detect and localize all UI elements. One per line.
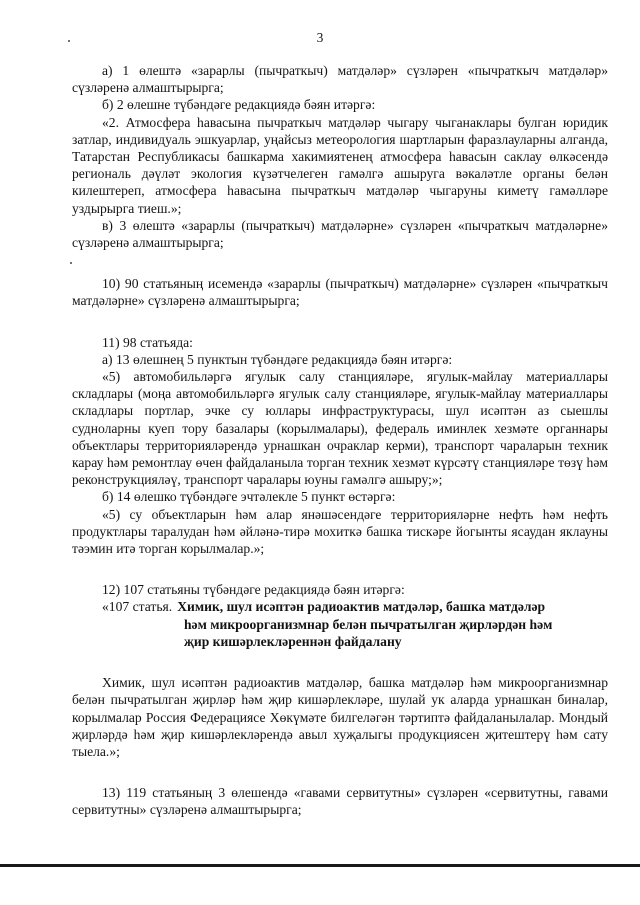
article-number: «107 статья. [102, 599, 173, 615]
paragraph-10: «5) су объектларын һәм алар янәшәсендәге территорияләрне нефть һәм нефть продуктлары таралудан һәм әйләнә-тирә мохиткә башка тискәре йогынты ясаудан яклауны тәэмин итә торган корылмалар.»; [72, 506, 608, 557]
paragraph-1: а) 1 өлештә «зарарлы (пычраткыч) матдәләр» сүзләрен «пычраткыч матдәләр» сүзләренә алмаштырырга; [72, 63, 608, 96]
scan-speck [68, 40, 70, 42]
page-number: 3 [316, 30, 324, 45]
paragraph-7: а) 13 өлешнең 5 пунктын түбәндәге редакциядә бәян итәргә: [102, 351, 453, 367]
article-title-line-3: җир кишәрлекләреннән файдалану [184, 633, 402, 649]
article-heading [72, 598, 608, 615]
paragraph-2: б) 2 өлешне түбәндәге редакциядә бәян итәргә: [102, 97, 376, 113]
paragraph-6: 11) 98 статьяда: [102, 334, 193, 350]
paragraph-3: «2. Атмосфера һавасына пычраткыч матдәләр чыгару чыганаклары булган юридик затлар, индивидуаль эшкуарлар, уңайсыз метеорология шартларын фаразлауларны алганда, Татарстан Республикасы башкарма хакимиятенең атмосфера һавасын саклау өлкәсендә региональ дәүләт экология күзәтчелеген гамәлгә ашыруга вәкаләтле органы белән килештереп, атмосфера һавасына пычраткыч матдәләр чыгаруны киметү гамәлләре уздырырга тиеш.»; [72, 114, 608, 216]
scan-speck [70, 262, 72, 264]
article-title-line-2: һәм микроорганизмнар белән пычратылган җирләрдән һәм [184, 616, 553, 632]
paragraph-13: Химик, шул исәптән радиоактив матдәләр, башка матдәләр һәм микроорганизмнар белән пычратылган җирләр һәм җир кишәрлекләре, шулай ук аларда урнашкан биналар, корылмалар Россия Федерациясе Хөкүмәте билгеләгән тәртиптә файдаланылалар. Мондый җирләрдә һәм җир кишәрлекләрендә авыл хуҗалыгы продукциясен җитештерү һәм сату тыела.»; [72, 675, 608, 759]
paragraph-11: 12) 107 статьяны түбәндәге редакциядә бәян итәргә: [102, 582, 405, 598]
scan-edge-line [0, 864, 640, 867]
paragraph-4: в) 3 өлештә «зарарлы (пычраткыч) матдәләрне» сүзләрен «пычраткыч матдәләрне» сүзләренә алмаштырырга; [72, 217, 608, 251]
paragraph-14: 13) 119 статьяның 3 өлешендә «гавами сервитутны» сүзләрен «сервитутны, гавами сервитутны» сүзләренә алмаштырырга; [72, 785, 608, 818]
paragraph-8: «5) автомобильләргә ягулык салу станцияләре, ягулык-майлау материаллары складлары (моңа автомобильләргә ягулык салу станцияләре, ягулык-майлау материаллары складлары портлар, эчке су юллары инфраструктурасы, шул исәптән аз сыешлы судноларны куеп тору базалары (корылмалары), федераль иминлек хезмәте органнары объектлары территорияләрендә урнашкан очраклар керми), транспорт чараларын техник карау һәм ремонтлау өчен файдаланыла торган техник хезмәт күрсәтү станцияләре төзү һәм реконструкцияләү, транспорт чаралары юуны гамәлгә ашыру;»; [72, 369, 608, 488]
paragraph-5: 10) 90 статьяның исемендә «зарарлы (пычраткыч) матдәләрне» сүзләрен «пычраткыч матдәләрне» сүзләренә алмаштырырга; [72, 276, 608, 309]
paragraph-9: б) 14 өлешко түбәндәге эчтәлекле 5 пункт өстәргә: [102, 489, 396, 505]
document-body [72, 62, 608, 819]
article-title: Химик, шул исәптән радиоактив матдәләр, башка матдәләр [177, 599, 546, 615]
